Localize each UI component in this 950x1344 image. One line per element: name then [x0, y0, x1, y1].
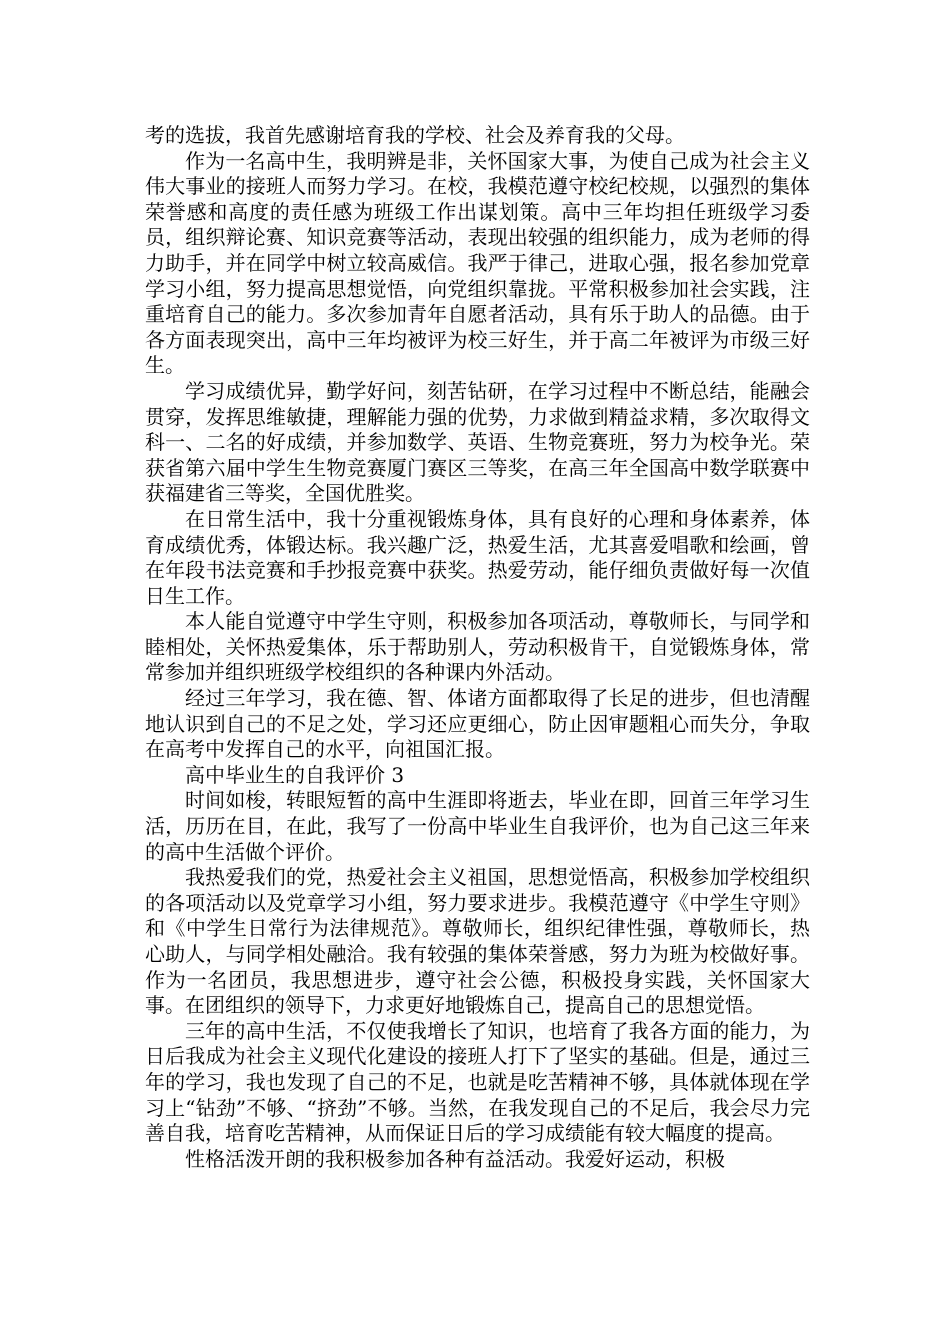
paragraph-daily-life: 在日常生活中，我十分重视锻炼身体，具有良好的心理和身体素养，体育成绩优秀，体锻达标。我兴趣广泛，热爱生活，尤其喜爱唱歌和绘画，曾在年段书法竞赛和手抄报竞赛中获奖。热爱劳动，能仔细负责做好每一次值日生工作。: [145, 506, 810, 608]
paragraph-ideology-3: 我热爱我们的党，热爱社会主义祖国，思想觉悟高，积极参加学校组织的各项活动以及党章学习小组，努力要求进步。我模范遵守《中学生守则》和《中学生日常行为法律规范》。尊敬师长，组织纪律性强，尊敬师长，热心助人，与同学相处融洽。我有较强的集体荣誉感，努力为班为校做好事。作为一名团员，我思想进步，遵守社会公德，积极投身实践，关怀国家大事。在团组织的领导下，力求更好地锻炼自己，提高自己的思想觉悟。: [145, 865, 810, 1018]
paragraph-continuation: 考的选拔，我首先感谢培育我的学校、社会及养育我的父母。: [145, 123, 685, 147]
paragraph-political-conduct: 作为一名高中生，我明辨是非，关怀国家大事，为使自己成为社会主义伟大事业的接班人而努力学习。在校，我模范遵守校纪校规，以强烈的集体荣誉感和高度的责任感为班级工作出谋划策。高中三年均担任班级学习委员，组织辩论赛、知识竞赛等活动，表现出较强的组织能力，成为老师的得力助手，并在同学中树立较高威信。我严于律己，进取心强，报名参加党章学习小组，努力提高思想觉悟，向党组织靠拢。平常积极参加社会实践，注重培育自己的能力。多次参加青年自愿者活动，具有乐于助人的品德。由于各方面表现突出，高中三年均被评为校三好生，并于高二年被评为市级三好生。: [145, 148, 810, 378]
paragraph-intro-3: 时间如梭，转眼短暂的高中生涯即将逝去，毕业在即，回首三年学习生活，历历在目，在此，我写了一份高中毕业生自我评价，也为自己这三年来的高中生活做个评价。: [145, 788, 810, 864]
paragraph-academic-performance: 学习成绩优异，勤学好问，刻苦钻研，在学习过程中不断总结，能融会贯穿，发挥思维敏捷，理解能力强的优势，力求做到精益求精，多次取得文科一、二名的好成绩，并参加数学、英语、生物竞赛班，努力为校争光。荣获省第六届中学生生物竞赛厦门赛区三等奖，在高三年全国高中数学联赛中获福建省三等奖，全国优胜奖。: [145, 378, 810, 506]
paragraph-activities-3: 性格活泼开朗的我积极参加各种有益活动。我爱好运动，积极: [185, 1146, 725, 1171]
document-body: [145, 123, 810, 1172]
section-heading: 高中毕业生的自我评价 3: [185, 762, 405, 787]
paragraph-discipline: 本人能自觉遵守中学生守则，积极参加各项活动，尊敬师长，与同学和睦相处，关怀热爱集体，乐于帮助别人，劳动积极肯干，自觉锻炼身体，常常参加并组织班级学校组织的各种课内外活动。: [145, 609, 810, 685]
paragraph-summary: 经过三年学习，我在德、智、体诸方面都取得了长足的进步，但也清醒地认识到自己的不足之处，学习还应更细心，防止因审题粗心而失分，争取在高考中发挥自己的水平，向祖国汇报。: [145, 686, 810, 762]
paragraph-growth-3: 三年的高中生活，不仅使我增长了知识，也培育了我各方面的能力，为日后我成为社会主义现代化建设的接班人打下了坚实的基础。但是，通过三年的学习，我也发现了自己的不足，也就是吃苦精神不够，具体就体现在学习上“钻劲”不够、“挤劲”不够。当然，在我发现自己的不足后，我会尽力完善自我，培育吃苦精神，从而保证日后的学习成绩能有较大幅度的提高。: [145, 1018, 810, 1146]
